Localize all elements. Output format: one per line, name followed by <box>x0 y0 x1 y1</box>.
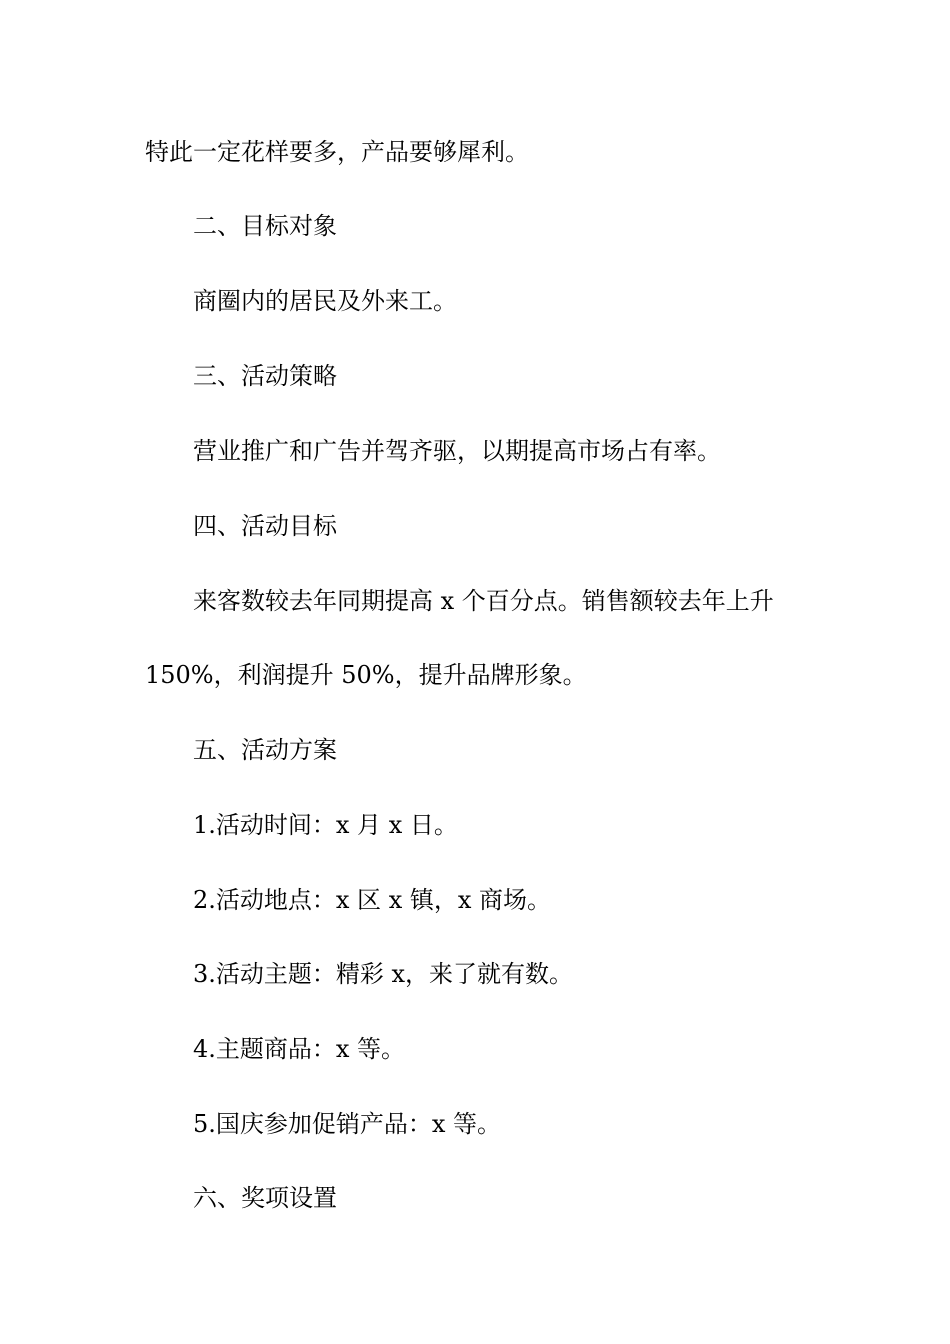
paragraph-continuation: 特此一定花样要多，产品要够犀利。 <box>145 138 529 166</box>
plan-item-theme-products: 4.主题商品：x 等。 <box>193 1035 406 1063</box>
section-heading-goals: 四、活动目标 <box>193 512 337 540</box>
paragraph-goals-line2: 150%，利润提升 50%，提升品牌形象。 <box>145 661 587 689</box>
section-heading-target: 二、目标对象 <box>193 212 337 240</box>
section-heading-plan: 五、活动方案 <box>193 736 337 764</box>
plan-item-theme: 3.活动主题：精彩 x，来了就有数。 <box>193 960 574 988</box>
paragraph-goals-line1: 来客数较去年同期提高 x 个百分点。销售额较去年上升 <box>193 587 774 615</box>
plan-item-time: 1.活动时间：x 月 x 日。 <box>193 811 458 839</box>
plan-item-location: 2.活动地点：x 区 x 镇，x 商场。 <box>193 886 552 914</box>
section-heading-awards: 六、奖项设置 <box>193 1184 337 1212</box>
paragraph-target: 商圈内的居民及外来工。 <box>193 287 457 315</box>
paragraph-strategy: 营业推广和广告并驾齐驱，以期提高市场占有率。 <box>193 437 721 465</box>
plan-item-promo-products: 5.国庆参加促销产品：x 等。 <box>193 1110 502 1138</box>
section-heading-strategy: 三、活动策略 <box>193 362 337 390</box>
